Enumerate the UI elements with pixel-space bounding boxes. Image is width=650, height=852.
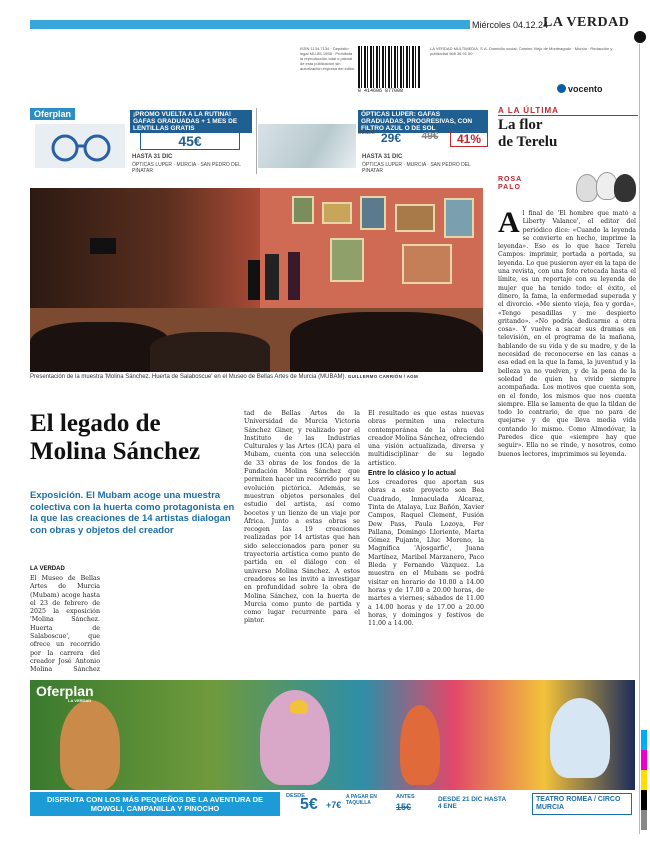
offer2-from: DESDE (358, 130, 376, 136)
column-title-line1: La flor (498, 117, 543, 133)
caption-text: Presentación de la muestra 'Molina Sánchez. Huerta de Salaboscue' en el Museo de Bellas Artes de Murcia (MUBAM). (30, 374, 347, 380)
column-body (498, 210, 636, 676)
ad-price: 5€ (300, 796, 318, 813)
ad-tagline: DISFRUTA CON LOS MÁS PEQUEÑOS DE LA AVENTURA DE MOWGLI, CAMPANILLA Y PINOCHO (30, 792, 280, 816)
column-title-line2: de Terelu (498, 134, 558, 150)
headline-line1: El legado de (30, 410, 161, 437)
photo-caption (30, 374, 483, 380)
ad-old-price: 15€ (396, 802, 412, 812)
barcode-number: 8 414606 877008 (358, 88, 404, 94)
photo-credit: GUILLERMO CARRIÓN / AGM (347, 374, 419, 379)
ad-venue: TEATRO ROMEA / CIRCO MURCIA (532, 793, 632, 815)
headline-line2: Molina Sánchez (30, 438, 201, 465)
legal-text-left: ISSN 1134-7134 · Depósito legal MU-85-1958 · Prohibida la reproducción total o parcial de esta publicación sin autorización expresa del editor (300, 46, 355, 71)
masthead[interactable]: LA VERDAD (543, 15, 630, 30)
barcode-image (358, 46, 420, 88)
oferplan-logo[interactable]: Oferplan (30, 108, 75, 120)
author-portrait (574, 172, 636, 202)
exhibition-photo (30, 188, 483, 372)
glasses-image (35, 124, 125, 168)
author-line2: PALO (498, 184, 521, 191)
offer2-price: 29€ (380, 131, 402, 145)
ad-extra: +7€ (326, 800, 342, 810)
group-logo[interactable]: vocento (568, 84, 603, 94)
legal-text-right: LA VERDAD MULTIMEDIA, S.A. Domicilio social: Camino Viejo de Monteagudo · Murcia · Redacción y publicidad 968 36 91 00 (430, 46, 613, 56)
col3-bottom: Los creadores que aportan sus obras a este proyecto son Bea Cuadrado, Inmaculada Alcaraz, Tinta de Atalaya, Luz Bañón, Xavier Campos, Raquel Clement, Fusión Dew Pass, Paula Lozoya, Fer Pallana, Domingo Lloriente, Marta Gómez Pujante, Lluc Moreno, la Magnífica 'Ajosgarfic', Juana Martínez, Maribel Marzanero, Paco Bleda y Fernando Vázquez. La muestra en el Mubam se podrá visitar en horario de 10.00 a 14.00 horas y de 17.00 a 20.00 horas, de martes a viernes; sábados de 11.00 a 14.00 horas y de 17.00 a 20.00 horas, y domingos y festivos de 11.00 a 14.00. (368, 479, 484, 628)
section-label: A LA ÚLTIMA (498, 106, 559, 115)
ad-brand-sub: LA VERDAD (68, 698, 92, 703)
lede-kicker: Exposición. (30, 490, 84, 501)
print-color-bar (641, 730, 647, 830)
vocento-logo-icon (557, 84, 566, 93)
ad-brand: Oferplan (36, 683, 94, 699)
offer2-shop: ÓPTICAS LUPER · MURCIA · SAN PEDRO DEL PINATAR (362, 162, 471, 174)
lede-text: El Mubam acoge una muestra colectiva con la huerta como protagonista en la que las creaciones de 14 artistas dialogan con obras y objetos del creador (30, 490, 235, 536)
ad-from: DESDE (286, 793, 305, 799)
column-author (498, 176, 522, 192)
article-lede (30, 490, 235, 536)
ad-dates: DESDE 21 DIC HASTA 4 ENE (438, 796, 506, 810)
offer2-old-price: 49€ (421, 131, 439, 142)
offer1-shop: ÓPTICAS LUPER · MURCIA · SAN PEDRO DEL PINATAR (132, 162, 241, 174)
offer2-title: ÓPTICAS LUPER: GAFAS GRADUADAS, PROGRESIVAS, CON FILTRO AZUL O DE SOL (358, 110, 488, 133)
column-rule (639, 44, 640, 834)
promo-divider (256, 108, 257, 174)
article-subhead: Entre lo clásico y lo actual (368, 470, 456, 478)
offer1-until: HASTA 31 DIC (132, 154, 173, 160)
offer2-until: HASTA 31 DIC (362, 154, 403, 160)
section-rule (498, 115, 638, 116)
column-body-text: l final de 'El hombre que mató a Liberty Valance', el editor del periódico dice: «Cuando la leyenda se convierte en hecho, imprime la leyenda». Eso es lo que hace Terelu Campos: imprimir, portada a portada, su leyenda. Lo que pusieron ayer en la tapa de una revista, con una foto retocada hasta el límite, es un reportaje con su leyenda de mujer que ha tenido todo: el éxito, el dinero, la fama, la enfermedad superada y el divorcio. «Me siento vieja, fea y gorda», «Tengo pesadillas y me despierto gritando». «No podría dedicarme a otra cosa». Y vuelve a sacar sus dramas en televisión, en el programa de la mañana, hablando de su vida y de su madre, y de la necesidad de reconocerse en las canas a esa edad en la que la fama, la juventud y la belleza ya no vuelven, y de la pena de la soledad de quien ha vivido siempre acompañada. Los motivos que cuenta son, en el fondo, los mismos que nos cuenta siempre. Ella se lamenta de que la tildan de todo lo contrario, de que no para de quejarse y de que lleva media vida contando lo mismo. Como Almodóvar, la Paredes dice que «siempre hay que seguir». Ella no se rinde, y nosotros, como buenos lectores, imprimimos su leyenda. (498, 210, 636, 458)
column-title (498, 117, 557, 151)
issue-date: Miércoles 04.12.24 (472, 20, 549, 30)
article-headline (30, 410, 230, 466)
registration-mark (634, 31, 646, 43)
author-line1: ROSA (498, 176, 523, 183)
optician-photo (258, 124, 356, 168)
col3-top: El resultado es que estas nuevas obras permiten una relectura contemporánea de la obra del creador Molina Sánchez, ofreciendo una visión actualizada, diversa y multidisciplinar de su legado artístico. (368, 410, 484, 467)
article-col3 (368, 410, 484, 675)
article-byline: LA VERDAD (30, 566, 65, 572)
column-dropcap: A (498, 210, 520, 239)
offer1-title: ¡PROMO VUELTA A LA RUTINA! GAFAS GRADUADAS + 1 MES DE LENTILLAS GRATIS (130, 110, 252, 133)
article-col2: tad de Bellas Artes de la Universidad de Murcia Victoria Sánchez Giner, y realizado por el Instituto de las Industrias Culturales y las Artes (ICA) para el Mubam, cuenta con una selección de 33 obras de los fondos de la Fundación Molina Sánchez que permiten hacer un recorrido por su evolución pictórica. Además, se muestran objetos personales del estudio del artista, así como bocetos y un lienzo de un viaje por África. Junto a estas obras se recogen las 19 creaciones realizadas por 14 artistas que han sido seleccionados para poner su trayectoria artística como punto de partida en el diálogo con el universo Molina Sánchez. A estos creadores se les invitó a investigar en profundidad sobre la obra de Molina Sánchez, con la huerta de Murcia como punto de partida y como lugar recurrente para el pintor. (244, 410, 360, 625)
offer2-discount: 41% (450, 131, 488, 147)
article-col1-b (104, 575, 174, 675)
ad-extra-label: A PAGAR EN TAQUILLA (346, 794, 377, 806)
article-col1-a: El Museo de Bellas Artes de Murcia (Mubam) acoge hasta el 23 de febrero de 2025 la exposición 'Molina Sánchez. Huerta de Salaboscue', que ofrece un recorrido por la carrera del creador José Antonio Molina Sánchez (30, 575, 100, 674)
ad-old-label: ANTES (396, 794, 415, 800)
top-color-bar (30, 20, 470, 29)
offer1-price: 45€ (140, 132, 240, 150)
